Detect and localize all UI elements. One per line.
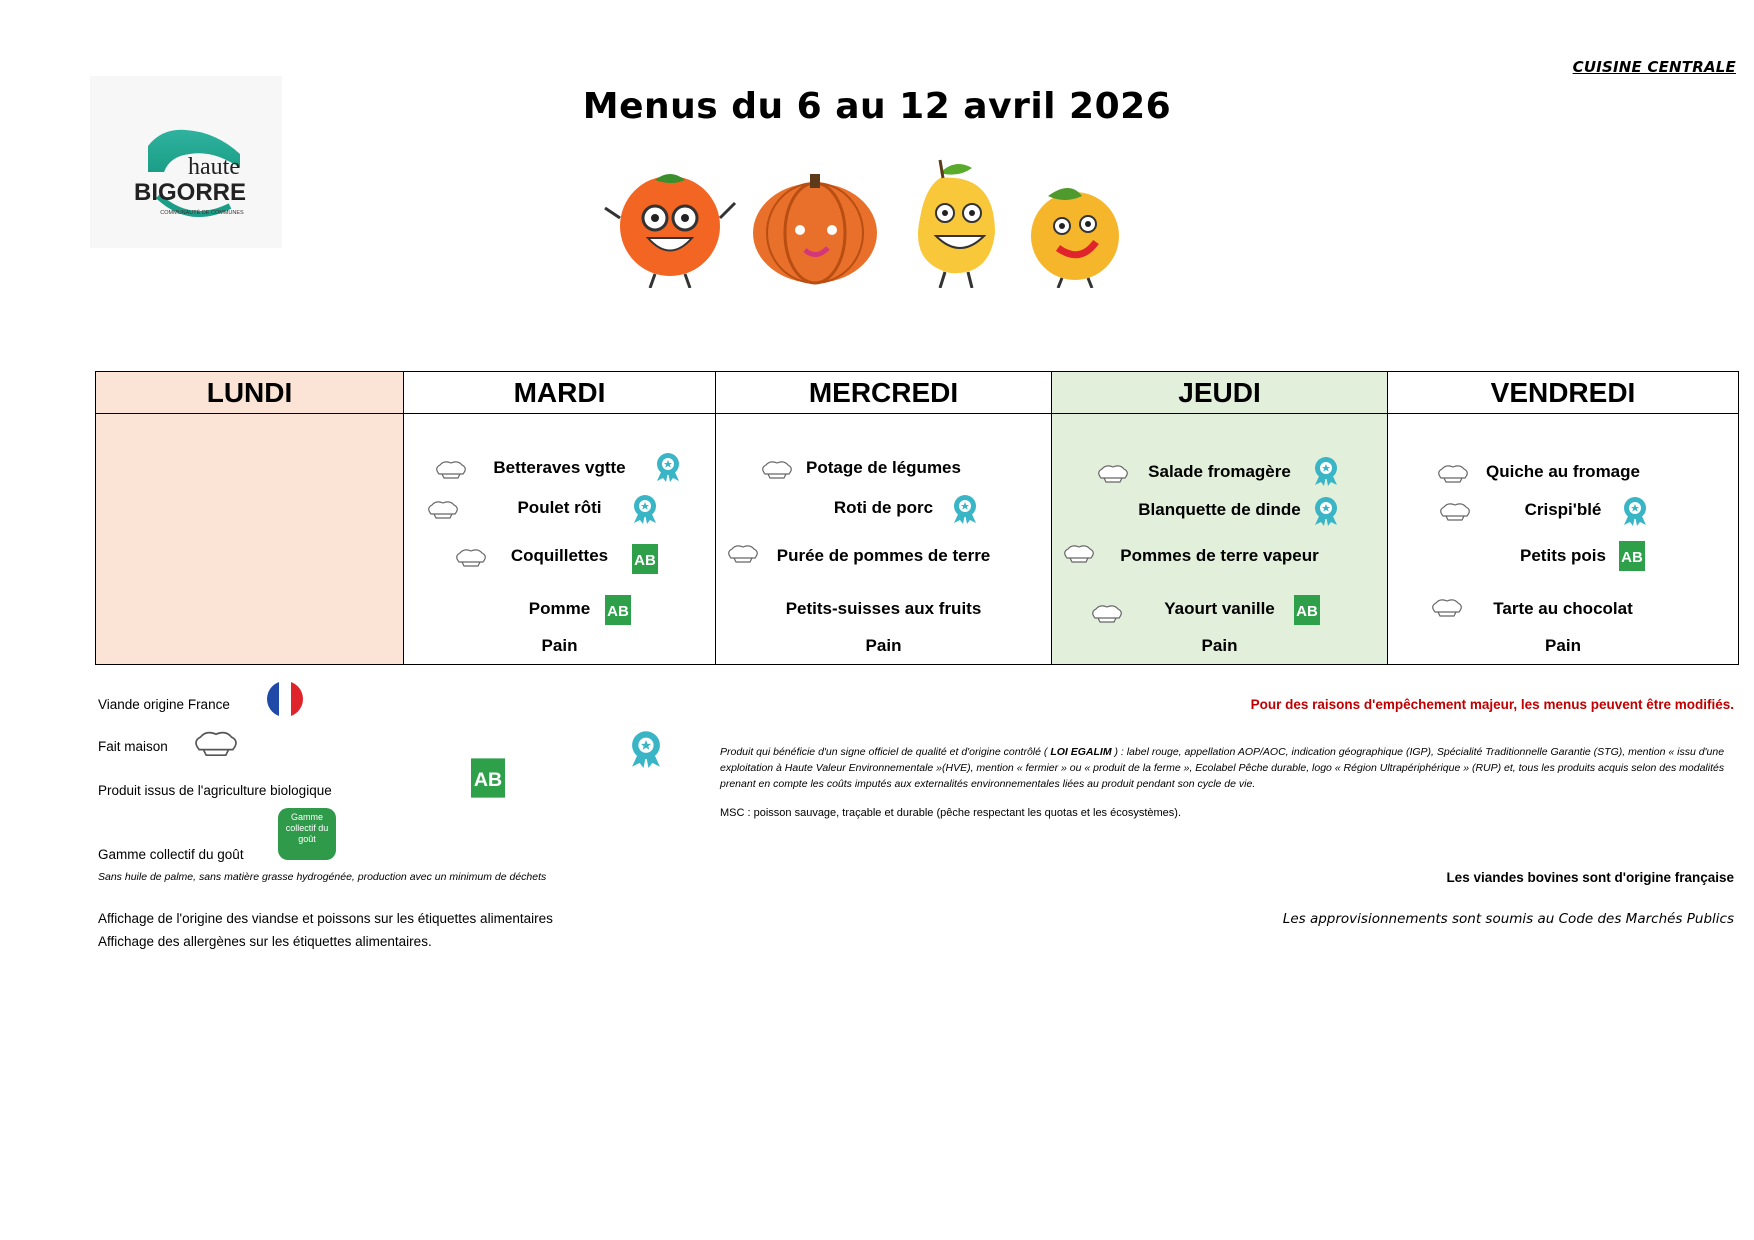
day-header-mardi: MARDI xyxy=(404,372,716,414)
dish-pain: Pain xyxy=(541,636,578,655)
day-header-mercredi: MERCREDI xyxy=(716,372,1052,414)
dish-blanquette: Blanquette de dinde xyxy=(1138,500,1301,519)
svg-text:haute: haute xyxy=(188,154,240,180)
dish-crispi-ble: Crispi'blé xyxy=(1524,500,1602,519)
dish-betteraves: Betteraves vgtte xyxy=(493,458,626,477)
label-rosette-icon xyxy=(1312,456,1340,491)
day-header-jeudi: JEUDI xyxy=(1052,372,1388,414)
weekly-menu-table xyxy=(95,371,1739,665)
day-cell-jeudi xyxy=(1052,414,1388,665)
day-header-row xyxy=(96,372,1739,414)
dish-petits-suisses: Petits-suisses aux fruits xyxy=(785,599,982,618)
legend-bio: Produit issus de l'agriculture biologique xyxy=(98,783,332,798)
dish-potage: Potage de légumes xyxy=(806,458,961,477)
dish-coquillettes: Coquillettes xyxy=(510,546,609,565)
label-rosette-icon xyxy=(1621,496,1649,531)
msc-explanation: MSC : poisson sauvage, traçable et durable (pêche respectant les quotas et les écosystèmes). xyxy=(720,807,1182,819)
organic-ab-icon xyxy=(471,758,505,803)
label-rosette-icon xyxy=(631,494,659,529)
french-flag-icon xyxy=(266,680,304,723)
legend-gamme-note: Sans huile de palme, sans matière grasse hydrogénée, production avec un minimum de déchets xyxy=(98,871,547,883)
svg-text:AB: AB xyxy=(1296,603,1318,620)
bovine-origin-note: Les viandes bovines sont d'origine française xyxy=(1446,870,1734,885)
legend-viande-france: Viande origine France xyxy=(98,697,230,712)
legend-fait-maison: Fait maison xyxy=(98,739,168,754)
dish-tarte-chocolat: Tarte au chocolat xyxy=(1493,599,1633,618)
day-cell-mardi xyxy=(404,414,716,665)
dish-pain: Pain xyxy=(1545,636,1581,655)
cuisine-centrale-label: CUISINE CENTRALE xyxy=(1572,58,1736,76)
organic-ab-icon xyxy=(1294,595,1320,630)
tomato-mascot-icon xyxy=(605,174,735,288)
dish-quiche: Quiche au fromage xyxy=(1486,462,1640,481)
organic-ab-icon xyxy=(632,544,658,579)
svg-text:AB: AB xyxy=(634,552,656,569)
dish-petits-pois: Petits pois xyxy=(1520,546,1606,565)
svg-text:AB: AB xyxy=(607,603,629,620)
label-rosette-icon xyxy=(951,494,979,529)
chef-hat-icon xyxy=(192,730,240,763)
label-rosette-icon xyxy=(1312,496,1340,531)
organic-ab-icon xyxy=(1619,541,1645,576)
marches-publics-note: Les approvisionnements sont soumis au Code des Marchés Publics xyxy=(1282,911,1734,927)
dish-pain: Pain xyxy=(1201,636,1238,655)
organic-ab-icon xyxy=(605,595,631,630)
legend-gamme: Gamme collectif du goût xyxy=(98,847,244,862)
egalim-label-explanation: Produit qui bénéficie d'un signe officiel de qualité et d'origine contrôlé ( LOI EGALIM ) : label rouge, appellation AOP/AOC, indication géographique (IGP), Spécialité Traditionnelle Garantie (STG), mention « issu d'une exploitation à Haute Valeur Environnementale »(HVE), mention « fermier » ou « produit de la ferme », Ecolabel Pêche durable, logo « Région Ultrapériphérique » (RUP) et, tous les produits acquis selon des modalités prenant en compte les coûts imputés aux externalités environnementales liées au produit pendant son cycle de vie. xyxy=(720,746,1725,790)
svg-text:COMMUNAUTÉ DE COMMUNES: COMMUNAUTÉ DE COMMUNES xyxy=(160,210,244,216)
dish-pommes-vapeur: Pommes de terre vapeur xyxy=(1120,546,1319,565)
day-cell-lundi xyxy=(96,414,404,665)
menu-row xyxy=(96,414,1739,665)
day-header-lundi: LUNDI xyxy=(96,372,404,414)
legend-affichage-origine: Affichage de l'origine des viandse et poissons sur les étiquettes alimentaires xyxy=(98,911,553,926)
dish-salade-fromagere: Salade fromagère xyxy=(1148,462,1291,481)
day-cell-vendredi xyxy=(1388,414,1739,665)
dish-pomme: Pomme xyxy=(528,599,591,618)
svg-text:BIGORRE: BIGORRE xyxy=(133,179,246,206)
gamme-collectif-badge xyxy=(278,808,336,860)
mango-mascot-icon xyxy=(918,160,995,288)
dish-yaourt-vanille: Yaourt vanille xyxy=(1164,599,1275,618)
svg-text:AB: AB xyxy=(473,768,503,791)
dish-roti-porc: Roti de porc xyxy=(833,498,934,517)
dish-puree: Purée de pommes de terre xyxy=(776,546,991,565)
fruit-mascots-illustration xyxy=(600,138,1140,288)
page-title: Menus du 6 au 12 avril 2026 xyxy=(582,86,1172,127)
day-cell-mercredi xyxy=(716,414,1052,665)
dish-pain: Pain xyxy=(865,636,902,655)
label-rosette-icon xyxy=(628,730,664,773)
day-header-vendredi: VENDREDI xyxy=(1388,372,1739,414)
modification-notice: Pour des raisons d'empêchement majeur, les menus peuvent être modifiés. xyxy=(1250,697,1734,712)
svg-text:AB: AB xyxy=(1621,549,1643,566)
dish-poulet-roti: Poulet rôti xyxy=(517,498,602,517)
legend-affichage-allergenes: Affichage des allergènes sur les étiquettes alimentaires. xyxy=(98,934,432,949)
apple-mascot-icon xyxy=(1031,188,1119,288)
pumpkin-mascot-icon xyxy=(753,174,877,283)
gamme-badge-text: Gamme collectif du goût xyxy=(285,812,329,844)
label-rosette-icon xyxy=(654,452,682,487)
